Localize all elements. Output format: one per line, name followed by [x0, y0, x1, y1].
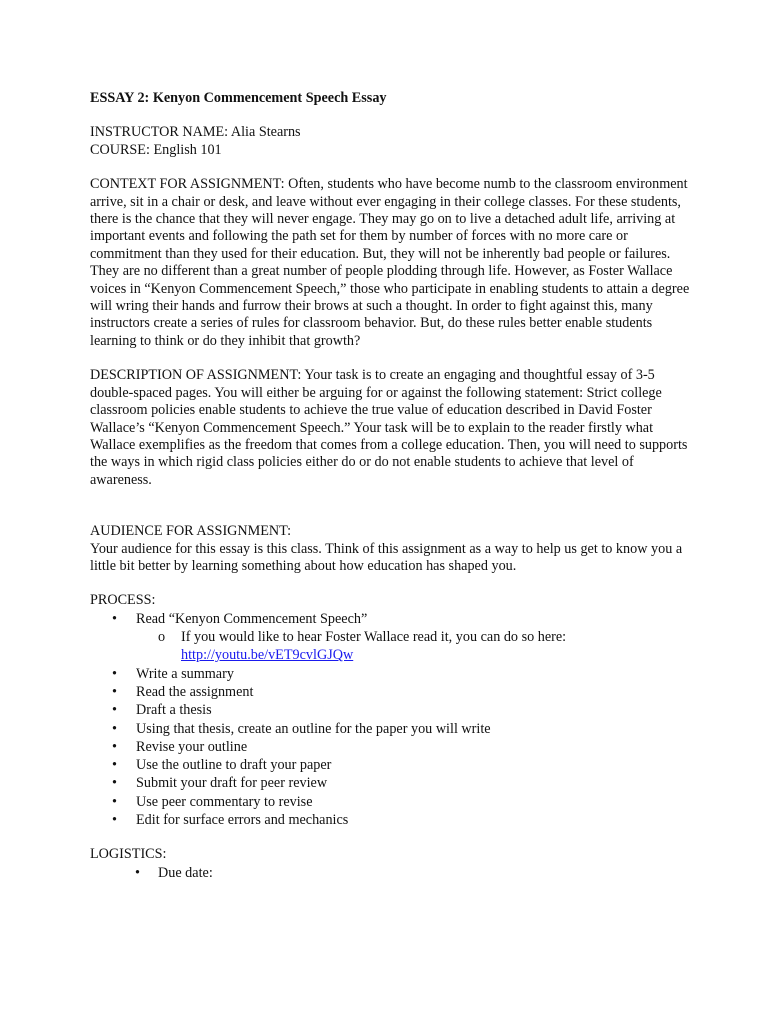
- process-heading: PROCESS:: [90, 592, 156, 609]
- list-item: [90, 610, 690, 665]
- sub-list-item-text: If you would like to hear Foster Wallace read it, you can do so here:: [181, 629, 567, 646]
- audience-heading: AUDIENCE FOR ASSIGNMENT:: [90, 523, 292, 540]
- list-item: [90, 811, 690, 829]
- list-item: [90, 774, 690, 792]
- list-item-text: Use the outline to draft your paper: [136, 757, 332, 774]
- circle-bullet-icon: o: [158, 629, 166, 646]
- spacer: [90, 575, 690, 592]
- bullet-icon: •: [112, 757, 117, 774]
- list-item: [90, 738, 690, 756]
- list-item: [90, 756, 690, 774]
- logistics-heading: LOGISTICS:: [90, 846, 167, 863]
- list-item-text: Use peer commentary to revise: [136, 793, 313, 810]
- list-item: [90, 665, 690, 683]
- instructor-name: INSTRUCTOR NAME: Alia Stearns: [90, 124, 301, 141]
- context-paragraph: CONTEXT FOR ASSIGNMENT: Often, students who have become numb to the classroom environment arrive, sit in a chair or desk, and leave without ever engaging in their college classes. For these students, there is the chance that they will never engage. They may go on to live a detached adult life, arriving at important events and following the path set for them by number of forces with no more care or commitment than they used for their education. But, they will not be inherently bad people or failures. They are no different than a great number of people plodding through life. However, as Foster Wallace voices in “Kenyon Commencement Speech,” those who participate in enabling students to attain a degree will wring their hands and furrow their brows at such a thought. In order to fight against this, many instructors create a series of rules for classroom behavior. But, do these rules better enable students learning to think or do they inhibit that growth?: [90, 176, 690, 349]
- logistics-list: [90, 864, 690, 882]
- bullet-icon: •: [112, 812, 117, 829]
- list-item: [90, 864, 690, 882]
- bullet-icon: •: [135, 864, 140, 881]
- youtube-link[interactable]: http://youtu.be/vET9cvlGJQw: [181, 647, 354, 664]
- list-item-text: Using that thesis, create an outline for the paper you will write: [136, 720, 491, 737]
- list-item-text: Read “Kenyon Commencement Speech”: [136, 610, 368, 627]
- list-item-text: Revise your outline: [136, 738, 248, 755]
- list-item: [90, 793, 690, 811]
- spacer: [90, 159, 690, 176]
- spacer: [90, 350, 690, 367]
- bullet-icon: •: [112, 610, 117, 627]
- list-item-text: Submit your draft for peer review: [136, 775, 328, 792]
- bullet-icon: •: [112, 683, 117, 700]
- bullet-icon: •: [112, 793, 117, 810]
- list-item-text: Edit for surface errors and mechanics: [136, 812, 349, 829]
- list-item-text: Write a summary: [136, 665, 234, 682]
- due-date-label: Due date:: [158, 864, 213, 881]
- bullet-icon: •: [112, 702, 117, 719]
- list-item-text: Draft a thesis: [136, 702, 212, 719]
- document-page: [90, 90, 690, 882]
- bullet-icon: •: [112, 665, 117, 682]
- list-item: [90, 683, 690, 701]
- course-name: COURSE: English 101: [90, 141, 222, 158]
- list-item-text: Read the assignment: [136, 683, 254, 700]
- sub-list-item: [136, 628, 690, 665]
- bullet-icon: •: [112, 775, 117, 792]
- essay-title: ESSAY 2: Kenyon Commencement Speech Essay: [90, 90, 387, 106]
- process-list: [90, 610, 690, 830]
- spacer: [90, 489, 690, 523]
- audience-paragraph: Your audience for this essay is this class. Think of this assignment as a way to help us get to know you a little bit better by learning something about how education has shaped you.: [90, 540, 683, 574]
- list-item: [90, 701, 690, 719]
- process-sublist: [136, 628, 690, 665]
- spacer: [90, 829, 690, 846]
- description-paragraph: DESCRIPTION OF ASSIGNMENT: Your task is to create an engaging and thoughtful essay of 3-5 double-spaced pages. You will either be arguing for or against the following statement: Strict college classroom policies enable students to achieve the true value of education described in David Foster Wallace’s “Kenyon Commencement Speech.” Your task will be to explain to the reader firstly what Wallace exemplifies as the freedom that comes from a college education. Then, you will need to supports the ways in which rigid class policies either do or do not enable students to achieve that level of awareness.: [90, 367, 688, 488]
- bullet-icon: •: [112, 738, 117, 755]
- bullet-icon: •: [112, 720, 117, 737]
- list-item: [90, 720, 690, 738]
